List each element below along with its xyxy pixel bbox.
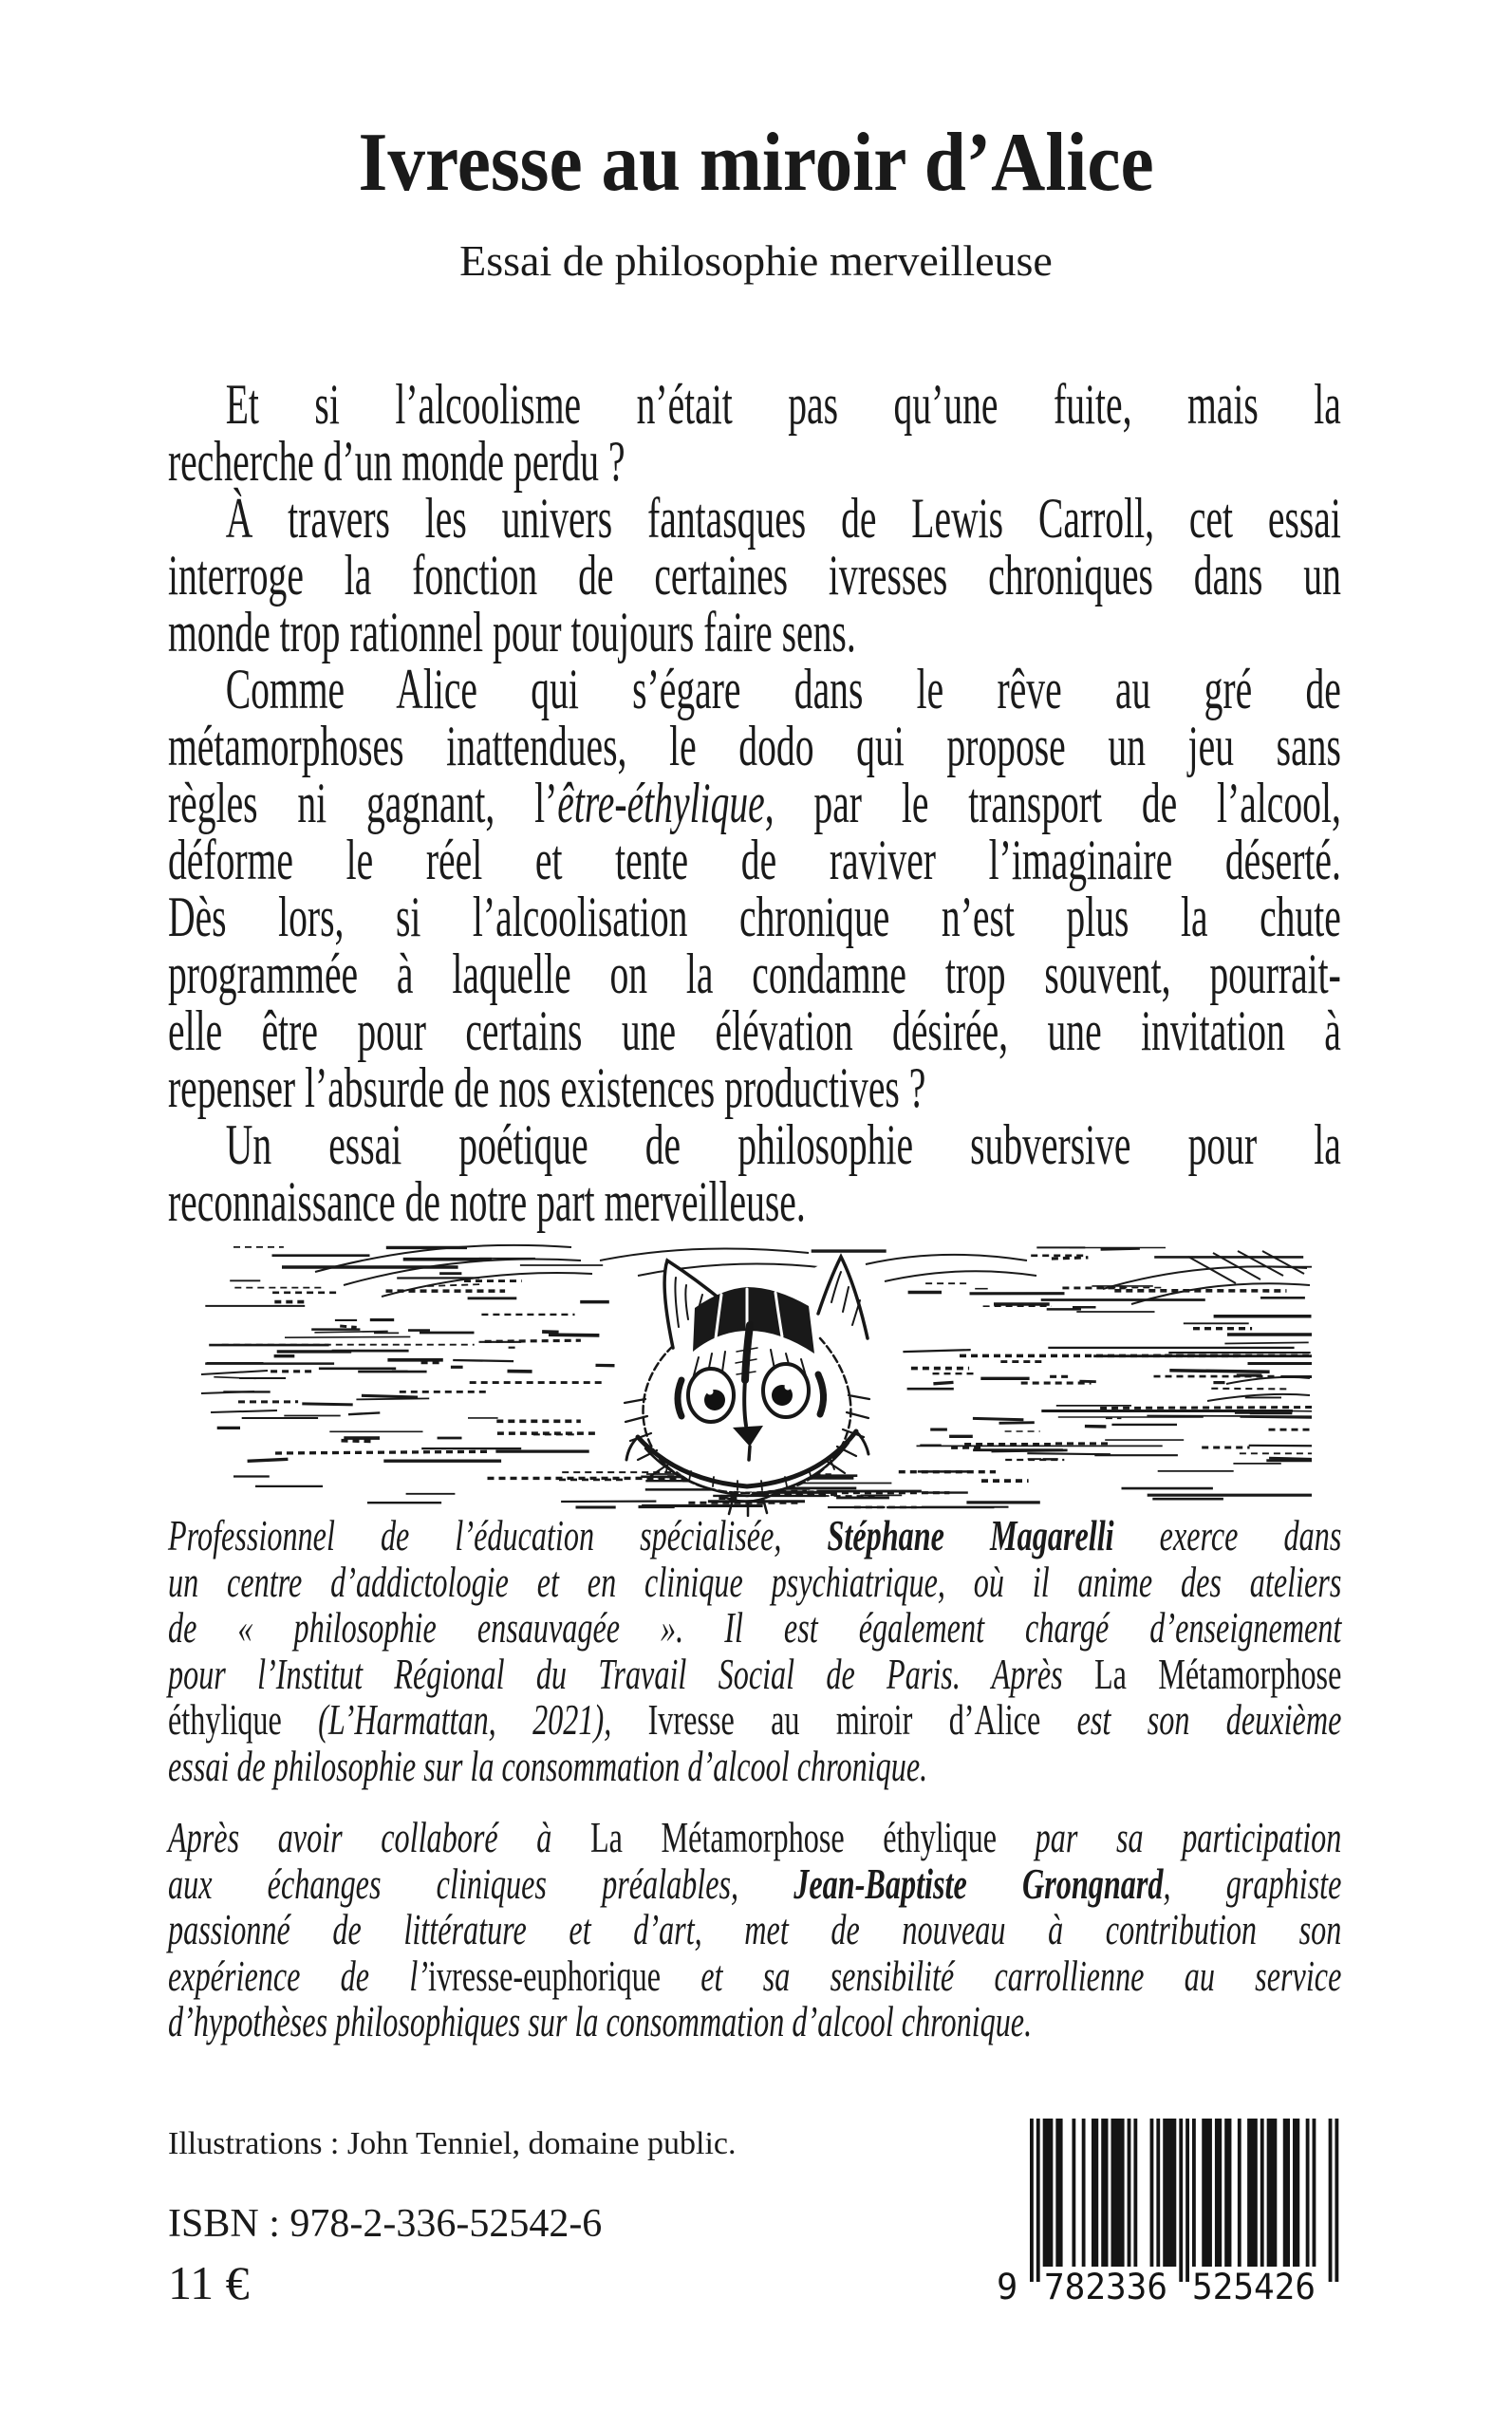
price-text: 11 € — [168, 2256, 250, 2309]
text-line: reconnaissance de notre part merveilleuse. — [168, 1170, 806, 1233]
text-line: essai de philosophie sur la consommation d’alcool chronique. — [168, 1741, 928, 1790]
synopsis-text — [168, 373, 1341, 1233]
barcode-bars — [1030, 2119, 1338, 2282]
svg-text:782336: 782336 — [1044, 2267, 1167, 2307]
text-line: déforme le réel et tente de raviver l’imaginaire déserté. — [168, 829, 1341, 891]
text-line: monde trop rationnel pour toujours faire sens. — [168, 601, 856, 663]
text-line: aux échanges cliniques préalables, Jean-Baptiste Grongnard, graphiste — [168, 1858, 1342, 1908]
text-line: expérience de l’ivresse-euphorique et sa sensibilité carrollienne au service — [168, 1951, 1342, 2000]
book-subtitle: Essai de philosophie merveilleuse — [459, 236, 1053, 285]
text-line: métamorphoses inattendues, le dodo qui propose un jeu sans — [168, 715, 1341, 777]
text-line: Comme Alice qui s’égare dans le rêve au gré de — [225, 658, 1341, 720]
text-line: repenser l’absurde de nos existences productives ? — [168, 1056, 926, 1119]
author-bio-grongnard — [168, 1815, 1341, 2045]
text-line: passionné de littérature et d’art, met de nouveau à contribution son — [168, 1905, 1342, 1953]
text-line: À travers les univers fantasques de Lewis Carroll, cet essai — [225, 487, 1341, 550]
text-line: elle être pour certains une élévation désirée, une invitation à — [168, 999, 1341, 1062]
text-line: un centre d’addictologie et en clinique psychiatrique, où il anime des ateliers — [168, 1557, 1342, 1606]
text-line: d’hypothèses philosophiques sur la consommation d’alcool chronique. — [168, 1997, 1033, 2045]
text-line: programmée à laquelle on la condamne trop souvent, pourrait- — [168, 943, 1341, 1005]
text-line: Dès lors, si l’alcoolisation chronique n’est plus la chute — [168, 886, 1341, 948]
text-line: éthylique (L’Harmattan, 2021), Ivresse au miroir d’Alice est son deuxième — [168, 1695, 1342, 1744]
text-line: règles ni gagnant, l’être-éthylique, par le transport de l’alcool, — [168, 772, 1341, 834]
text-line: de « philosophie ensauvagée ». Il est également chargé d’enseignement — [168, 1603, 1342, 1652]
text-line: Et si l’alcoolisme n’était pas qu’une fuite, mais la — [225, 373, 1341, 436]
text-line: pour l’Institut Régional du Travail Social de Paris. Après La Métamorphose — [168, 1649, 1342, 1698]
text-line: Un essai poétique de philosophie subversive pour la — [225, 1113, 1341, 1176]
illustration-credit: Illustrations : John Tenniel, domaine public. — [168, 2126, 737, 2161]
text-line: Professionnel de l’éducation spécialisée, Stéphane Magarelli exerce dans — [168, 1511, 1342, 1559]
barcode-digits — [997, 2267, 1316, 2307]
svg-text:525426: 525426 — [1192, 2267, 1316, 2307]
text-line: recherche d’un monde perdu ? — [168, 430, 625, 493]
text-line: interroge la fonction de certaines ivresses chroniques dans un — [168, 544, 1341, 607]
text-line: Après avoir collaboré à La Métamorphose éthylique par sa participation — [168, 1813, 1342, 1861]
book-title: Ivresse au miroir d’Alice — [358, 117, 1154, 209]
svg-text:9: 9 — [997, 2267, 1018, 2307]
isbn-text: ISBN : 978-2-336-52542-6 — [168, 2202, 603, 2246]
author-bio-magarelli — [168, 1513, 1341, 1789]
ean13-barcode — [995, 2113, 1346, 2307]
cheshire-cat-illustration — [201, 1232, 1312, 1517]
